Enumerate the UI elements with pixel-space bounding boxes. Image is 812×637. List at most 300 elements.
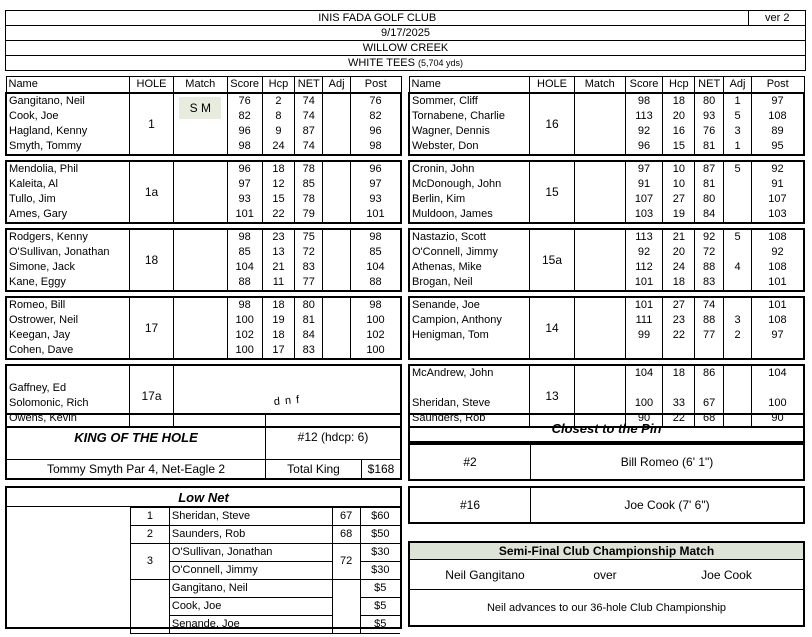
adj-cell bbox=[323, 275, 351, 291]
score-cell: 111 bbox=[625, 313, 663, 328]
post-cell: 98 bbox=[350, 229, 401, 245]
place-cell: 2 bbox=[131, 526, 170, 544]
adj-cell bbox=[323, 139, 351, 155]
adj-cell bbox=[724, 177, 752, 192]
score-cell: 98 bbox=[227, 139, 262, 155]
score-cell: 90 bbox=[625, 411, 663, 427]
post-cell: 90 bbox=[751, 411, 804, 427]
net-cell: 80 bbox=[295, 297, 323, 313]
prize-cell: $30 bbox=[360, 544, 400, 562]
player-name: Hagland, Kenny bbox=[6, 124, 130, 139]
score-cell: 113 bbox=[625, 229, 663, 245]
net-cell: 83 bbox=[295, 343, 323, 359]
post-cell: 92 bbox=[751, 245, 804, 260]
col-adj: Adj bbox=[724, 77, 752, 94]
player-name: Henigman, Tom bbox=[409, 328, 530, 343]
score-cell: 101 bbox=[625, 297, 663, 313]
col-net: NET bbox=[695, 77, 724, 94]
net-cell: 68 bbox=[695, 411, 724, 427]
post-cell: 97 bbox=[751, 328, 804, 343]
player-name: Cook, Joe bbox=[169, 598, 332, 616]
low-net-row bbox=[131, 562, 401, 580]
dnf-label: d n f bbox=[273, 393, 301, 408]
score-cell bbox=[625, 343, 663, 359]
semifinal-note: Neil advances to our 36-hole Club Championship bbox=[410, 589, 803, 625]
player-name: Cohen, Dave bbox=[6, 343, 130, 359]
player-row bbox=[409, 229, 804, 245]
player-name: McAndrew, John bbox=[409, 365, 530, 381]
col-match: Match bbox=[173, 77, 227, 94]
right-score-table bbox=[408, 76, 805, 428]
score-cell: 103 bbox=[625, 207, 663, 223]
event-date: 9/17/2025 bbox=[6, 26, 806, 41]
low-net-row bbox=[131, 598, 401, 616]
score-cell: 101 bbox=[625, 275, 663, 291]
closest-row-1 bbox=[408, 443, 805, 481]
king-hole: #12 (hdcp: 6) bbox=[297, 430, 369, 444]
col-post: Post bbox=[350, 77, 401, 94]
score-cell: 97 bbox=[227, 177, 262, 192]
hcp-cell: 33 bbox=[663, 396, 695, 411]
net-cell: 67 bbox=[332, 508, 360, 526]
post-cell: 82 bbox=[350, 109, 401, 124]
score-cell: 96 bbox=[625, 139, 663, 155]
post-cell: 100 bbox=[350, 343, 401, 359]
post-cell: 93 bbox=[350, 192, 401, 207]
player-name: Ostrower, Neil bbox=[6, 313, 130, 328]
adj-cell bbox=[323, 161, 351, 177]
net-cell: 80 bbox=[695, 192, 724, 207]
hcp-cell: 8 bbox=[262, 109, 295, 124]
col-match: Match bbox=[574, 77, 625, 94]
hole-number: 15 bbox=[530, 161, 575, 223]
king-total-label: Total King bbox=[266, 459, 362, 478]
adj-cell bbox=[724, 396, 752, 411]
net-cell: 88 bbox=[695, 260, 724, 275]
net-cell: 81 bbox=[295, 313, 323, 328]
adj-cell bbox=[323, 245, 351, 260]
prize-cell: $50 bbox=[360, 526, 400, 544]
low-net-title: Low Net bbox=[7, 488, 400, 507]
net-cell: 86 bbox=[695, 365, 724, 381]
net-cell: 87 bbox=[695, 161, 724, 177]
place-cell: 1 bbox=[131, 508, 170, 526]
score-cell: 104 bbox=[227, 260, 262, 275]
post-cell: 91 bbox=[751, 177, 804, 192]
post-cell bbox=[751, 343, 804, 359]
player-row bbox=[409, 365, 804, 381]
match-cell bbox=[574, 161, 625, 223]
player-name: Smyth, Tommy bbox=[6, 139, 130, 155]
score-cell: 82 bbox=[227, 109, 262, 124]
player-row bbox=[6, 297, 401, 313]
score-cell: 100 bbox=[227, 313, 262, 328]
match-cell bbox=[574, 297, 625, 359]
net-cell bbox=[695, 381, 724, 396]
net-cell: 83 bbox=[295, 260, 323, 275]
net-cell: 87 bbox=[295, 124, 323, 139]
player-row bbox=[409, 93, 804, 109]
col-name: Name bbox=[6, 77, 130, 94]
net-cell: 74 bbox=[295, 93, 323, 109]
player-name: Nastazio, Scott bbox=[409, 229, 530, 245]
net-cell: 92 bbox=[695, 229, 724, 245]
player-row bbox=[6, 365, 401, 381]
score-cell: 93 bbox=[227, 192, 262, 207]
net-cell: 80 bbox=[695, 93, 724, 109]
semifinal-winner: Neil Gangitano bbox=[445, 567, 525, 582]
net-cell: 72 bbox=[295, 245, 323, 260]
low-net-row bbox=[131, 580, 401, 598]
post-cell: 108 bbox=[751, 229, 804, 245]
col-adj: Adj bbox=[323, 77, 351, 94]
adj-cell: 1 bbox=[724, 139, 752, 155]
post-cell: 97 bbox=[350, 177, 401, 192]
player-name: Sheridan, Steve bbox=[169, 508, 332, 526]
adj-cell bbox=[724, 207, 752, 223]
match-cell bbox=[173, 297, 227, 359]
low-net-row bbox=[131, 508, 401, 526]
adj-cell: 3 bbox=[724, 313, 752, 328]
hole-number: 18 bbox=[130, 229, 174, 291]
post-cell: 108 bbox=[751, 260, 804, 275]
adj-cell bbox=[323, 260, 351, 275]
score-cell: 107 bbox=[625, 192, 663, 207]
net-cell: 79 bbox=[295, 207, 323, 223]
adj-cell bbox=[724, 297, 752, 313]
hcp-cell: 16 bbox=[663, 124, 695, 139]
hcp-cell: 10 bbox=[663, 161, 695, 177]
hole-number: 1 bbox=[130, 93, 174, 155]
hcp-cell: 18 bbox=[262, 297, 295, 313]
tee-yardage: (5,704 yds) bbox=[418, 57, 464, 68]
player-name: Cook, Joe bbox=[6, 109, 130, 124]
player-name bbox=[409, 381, 530, 396]
player-name: McDonough, John bbox=[409, 177, 530, 192]
adj-cell bbox=[323, 207, 351, 223]
low-net-table bbox=[130, 507, 400, 634]
adj-cell: 3 bbox=[724, 124, 752, 139]
hcp-cell bbox=[663, 343, 695, 359]
net-cell: 81 bbox=[695, 139, 724, 155]
adj-cell: 5 bbox=[724, 229, 752, 245]
score-cell: 97 bbox=[625, 161, 663, 177]
adj-cell bbox=[724, 343, 752, 359]
post-cell: 101 bbox=[751, 297, 804, 313]
post-cell: 89 bbox=[751, 124, 804, 139]
hcp-cell: 24 bbox=[262, 139, 295, 155]
hole-number: 16 bbox=[530, 93, 575, 155]
hcp-cell: 18 bbox=[262, 161, 295, 177]
hcp-cell: 23 bbox=[663, 313, 695, 328]
match-cell bbox=[173, 229, 227, 291]
post-cell: 108 bbox=[751, 109, 804, 124]
player-name: Owens, Kevin bbox=[6, 411, 130, 427]
hcp-cell: 15 bbox=[663, 139, 695, 155]
player-row bbox=[6, 229, 401, 245]
post-cell: 85 bbox=[350, 245, 401, 260]
post-cell: 101 bbox=[751, 275, 804, 291]
post-cell: 108 bbox=[751, 313, 804, 328]
king-winner: Tommy Smyth Par 4, Net-Eagle 2 bbox=[7, 459, 266, 478]
hole-number: 13 bbox=[530, 365, 575, 427]
player-row bbox=[6, 161, 401, 177]
adj-cell: 5 bbox=[724, 109, 752, 124]
player-name: Gangitano, Neil bbox=[6, 93, 130, 109]
adj-cell bbox=[724, 275, 752, 291]
hole-number: 15a bbox=[530, 229, 575, 291]
col-post: Post bbox=[751, 77, 804, 94]
player-name: Berlin, Kim bbox=[409, 192, 530, 207]
post-cell: 92 bbox=[751, 161, 804, 177]
player-name: Romeo, Bill bbox=[6, 297, 130, 313]
hcp-cell: 22 bbox=[262, 207, 295, 223]
player-name: Ames, Gary bbox=[6, 207, 130, 223]
net-cell: 81 bbox=[695, 177, 724, 192]
net-cell: 75 bbox=[295, 229, 323, 245]
post-cell: 98 bbox=[350, 139, 401, 155]
player-row bbox=[409, 297, 804, 313]
score-cell: 85 bbox=[227, 245, 262, 260]
low-net-row bbox=[131, 526, 401, 544]
closest-title: Closest to the Pin bbox=[408, 413, 805, 443]
net-cell: 74 bbox=[295, 139, 323, 155]
right-column-headers bbox=[409, 77, 804, 94]
hcp-cell: 18 bbox=[663, 93, 695, 109]
col-name: Name bbox=[409, 77, 530, 94]
tee-name: WHITE TEES bbox=[347, 56, 415, 69]
player-name: Kane, Eggy bbox=[6, 275, 130, 291]
net-cell bbox=[332, 580, 360, 634]
net-cell: 78 bbox=[295, 192, 323, 207]
post-cell bbox=[751, 381, 804, 396]
hole-number: 17a bbox=[130, 365, 174, 427]
hcp-cell: 27 bbox=[663, 297, 695, 313]
king-total-amount: $168 bbox=[362, 459, 400, 478]
header-block bbox=[5, 10, 806, 71]
player-name: Rodgers, Kenny bbox=[6, 229, 130, 245]
player-name: Mendolia, Phil bbox=[6, 161, 130, 177]
player-name: Campion, Anthony bbox=[409, 313, 530, 328]
adj-cell bbox=[323, 328, 351, 343]
player-row bbox=[409, 161, 804, 177]
adj-cell bbox=[323, 177, 351, 192]
hcp-cell: 21 bbox=[663, 229, 695, 245]
match-badge: S M bbox=[179, 97, 221, 119]
net-cell: 85 bbox=[295, 177, 323, 192]
post-cell: 103 bbox=[751, 207, 804, 223]
col-hcp: Hcp bbox=[262, 77, 295, 94]
hcp-cell: 2 bbox=[262, 93, 295, 109]
hcp-cell: 12 bbox=[262, 177, 295, 192]
hcp-cell: 22 bbox=[663, 328, 695, 343]
player-name: Kaleita, Al bbox=[6, 177, 130, 192]
player-name: Cronin, John bbox=[409, 161, 530, 177]
net-cell: 77 bbox=[695, 328, 724, 343]
low-net-panel bbox=[5, 486, 402, 629]
player-name: Gaffney, Ed bbox=[6, 381, 130, 396]
adj-cell: 1 bbox=[724, 93, 752, 109]
adj-cell: 5 bbox=[724, 161, 752, 177]
adj-cell: 4 bbox=[724, 260, 752, 275]
post-cell: 95 bbox=[751, 139, 804, 155]
score-cell: 76 bbox=[227, 93, 262, 109]
hcp-cell: 11 bbox=[262, 275, 295, 291]
match-cell bbox=[173, 93, 227, 155]
club-name: INIS FADA GOLF CLUB bbox=[6, 11, 749, 26]
post-cell: 104 bbox=[350, 260, 401, 275]
player-row bbox=[6, 93, 401, 109]
post-cell: 98 bbox=[350, 297, 401, 313]
net-cell: 84 bbox=[695, 207, 724, 223]
score-cell: 96 bbox=[227, 161, 262, 177]
score-cell: 101 bbox=[227, 207, 262, 223]
net-cell: 74 bbox=[695, 297, 724, 313]
player-name: Saunders, Rob bbox=[409, 411, 530, 427]
hole-number: 14 bbox=[530, 297, 575, 359]
hcp-cell: 19 bbox=[262, 313, 295, 328]
hcp-cell: 15 bbox=[262, 192, 295, 207]
post-cell: 88 bbox=[350, 275, 401, 291]
post-cell: 97 bbox=[751, 93, 804, 109]
player-name: Gangitano, Neil bbox=[169, 580, 332, 598]
net-cell: 78 bbox=[295, 161, 323, 177]
hcp-cell: 18 bbox=[663, 275, 695, 291]
player-name: O'Sullivan, Jonathan bbox=[169, 544, 332, 562]
post-cell: 101 bbox=[350, 207, 401, 223]
prize-cell: $30 bbox=[360, 562, 400, 580]
score-cell: 100 bbox=[227, 343, 262, 359]
net-cell: 74 bbox=[295, 109, 323, 124]
hole-number: 17 bbox=[130, 297, 174, 359]
king-of-hole-panel bbox=[5, 413, 402, 480]
prize-cell: $5 bbox=[360, 580, 400, 598]
player-name: O'Connell, Jimmy bbox=[169, 562, 332, 580]
post-cell: 96 bbox=[350, 161, 401, 177]
net-cell: 83 bbox=[695, 275, 724, 291]
col-score: Score bbox=[625, 77, 663, 94]
net-cell: 72 bbox=[332, 544, 360, 580]
hcp-cell: 18 bbox=[262, 328, 295, 343]
player-name: Webster, Don bbox=[409, 139, 530, 155]
score-cell: 99 bbox=[625, 328, 663, 343]
net-cell bbox=[695, 343, 724, 359]
hcp-cell: 27 bbox=[663, 192, 695, 207]
player-name: O'Connell, Jimmy bbox=[409, 245, 530, 260]
hcp-cell: 9 bbox=[262, 124, 295, 139]
version-label: ver 2 bbox=[749, 11, 806, 26]
net-cell: 84 bbox=[295, 328, 323, 343]
score-cell: 112 bbox=[625, 260, 663, 275]
net-cell: 88 bbox=[695, 313, 724, 328]
adj-cell bbox=[724, 381, 752, 396]
post-cell: 102 bbox=[350, 328, 401, 343]
adj-cell bbox=[323, 192, 351, 207]
col-hcp: Hcp bbox=[663, 77, 695, 94]
player-name: Sheridan, Steve bbox=[409, 396, 530, 411]
hcp-cell: 19 bbox=[663, 207, 695, 223]
hcp-cell: 24 bbox=[663, 260, 695, 275]
player-name: O'Sullivan, Jonathan bbox=[6, 245, 130, 260]
col-hole: HOLE bbox=[530, 77, 575, 94]
adj-cell bbox=[323, 229, 351, 245]
net-cell: 93 bbox=[695, 109, 724, 124]
match-cell bbox=[574, 229, 625, 291]
player-name: Wagner, Dennis bbox=[409, 124, 530, 139]
net-cell: 67 bbox=[695, 396, 724, 411]
post-cell: 100 bbox=[350, 313, 401, 328]
semifinal-panel bbox=[408, 541, 805, 627]
score-cell: 88 bbox=[227, 275, 262, 291]
score-cell: 113 bbox=[625, 109, 663, 124]
hcp-cell: 23 bbox=[262, 229, 295, 245]
adj-cell: 2 bbox=[724, 328, 752, 343]
hcp-cell bbox=[663, 381, 695, 396]
adj-cell bbox=[323, 109, 351, 124]
post-cell: 107 bbox=[751, 192, 804, 207]
score-cell: 104 bbox=[625, 365, 663, 381]
player-name bbox=[6, 365, 130, 381]
adj-cell bbox=[323, 297, 351, 313]
hcp-cell: 22 bbox=[663, 411, 695, 427]
hcp-cell: 20 bbox=[663, 245, 695, 260]
hcp-cell: 20 bbox=[663, 109, 695, 124]
player-name: Simone, Jack bbox=[6, 260, 130, 275]
semifinal-over: over bbox=[593, 567, 617, 582]
net-cell: 77 bbox=[295, 275, 323, 291]
player-name: Senande, Joe bbox=[169, 616, 332, 634]
semifinal-title: Semi-Final Club Championship Match bbox=[410, 543, 803, 560]
net-cell: 68 bbox=[332, 526, 360, 544]
match-cell bbox=[574, 93, 625, 155]
player-name: Senande, Joe bbox=[409, 297, 530, 313]
player-name: Solomonic, Rich bbox=[6, 396, 130, 411]
post-cell: 104 bbox=[751, 365, 804, 381]
score-cell: 98 bbox=[227, 229, 262, 245]
player-name: Sommer, Cliff bbox=[409, 93, 530, 109]
course-name: WILLOW CREEK bbox=[6, 41, 806, 56]
closest-winner: Bill Romeo (6' 1") bbox=[620, 455, 714, 469]
adj-cell bbox=[323, 343, 351, 359]
score-cell: 91 bbox=[625, 177, 663, 192]
score-cell: 98 bbox=[625, 93, 663, 109]
closest-hole: #2 bbox=[410, 445, 531, 479]
score-cell: 98 bbox=[227, 297, 262, 313]
prize-cell: $5 bbox=[360, 616, 400, 634]
player-name: Muldoon, James bbox=[409, 207, 530, 223]
player-name: Tornabene, Charlie bbox=[409, 109, 530, 124]
king-title: KING OF THE HOLE bbox=[7, 415, 266, 459]
left-score-table bbox=[5, 76, 402, 428]
player-name: Athenas, Mike bbox=[409, 260, 530, 275]
match-cell bbox=[173, 161, 227, 223]
low-net-row bbox=[131, 616, 401, 634]
hcp-cell: 10 bbox=[663, 177, 695, 192]
hcp-cell: 18 bbox=[663, 365, 695, 381]
post-cell: 100 bbox=[751, 396, 804, 411]
adj-cell bbox=[323, 313, 351, 328]
score-cell: 102 bbox=[227, 328, 262, 343]
adj-cell bbox=[724, 245, 752, 260]
score-cell: 96 bbox=[227, 124, 262, 139]
player-name: Tullo, Jim bbox=[6, 192, 130, 207]
score-cell: 92 bbox=[625, 124, 663, 139]
net-cell: 76 bbox=[695, 124, 724, 139]
closest-hole: #16 bbox=[410, 488, 531, 522]
player-name bbox=[409, 343, 530, 359]
player-name: Keegan, Jay bbox=[6, 328, 130, 343]
adj-cell bbox=[724, 192, 752, 207]
